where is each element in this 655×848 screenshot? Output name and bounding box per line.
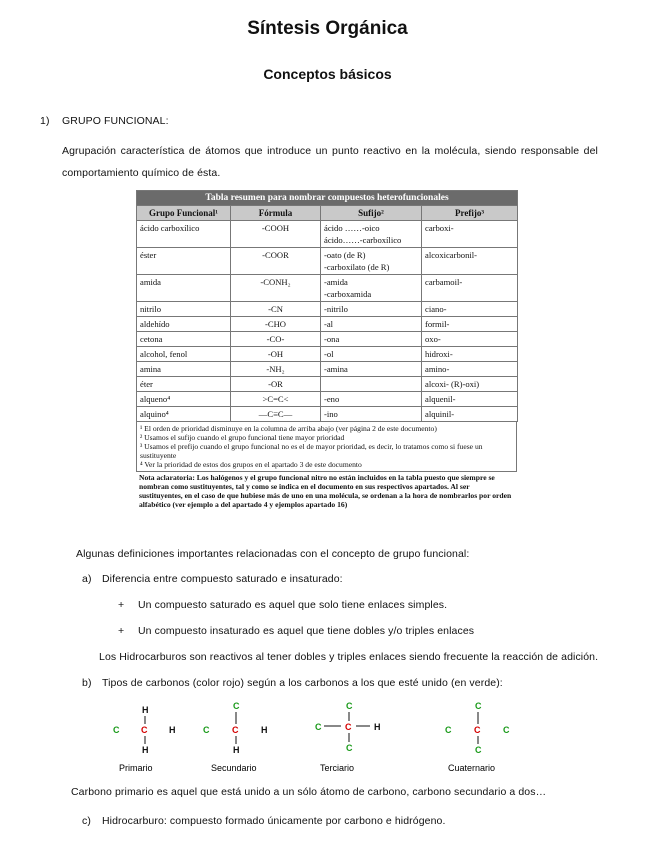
carbon-label-secondary: Secundario [211,763,257,773]
table-row [137,407,518,422]
cell-prefix: ciano- [422,302,518,317]
hydrocarbons-note: Los Hidrocarburos son reactivos al tener dobles y triples enlaces siendo frecuente la reacción de adición. [99,651,599,663]
carbon-label-quaternary: Cuaternario [448,763,496,773]
cell-suffix: -ino [321,407,422,422]
bullet-marker: + [118,599,125,611]
neighbor-carbon: C [475,745,482,755]
neighbor-carbon: C [346,701,353,711]
item-marker: b) [82,677,92,689]
hydrogen-atom: H [233,745,240,755]
bullet-text: Un compuesto saturado es aquel que solo tiene enlaces simples. [138,599,448,611]
hydrogen-atom: H [169,725,176,735]
section-number: 1) [40,115,50,127]
carbon-label-primary: Primario [119,763,153,773]
cell-suffix: -ol [321,347,422,362]
summary-table-figure [136,190,517,510]
cell-suffix: -eno [321,392,422,407]
footnote: ¹ El orden de prioridad disminuye en la columna de arriba abajo (ver página 2 de este documento) [140,424,437,433]
carbon-primary-definition: Carbono primario es aquel que está unido a un sólo átomo de carbono, carbono secundario a dos… [71,786,547,798]
table-row [137,347,518,362]
footnote: ⁴ Ver la prioridad de estos dos grupos en el apartado 3 de este documento [140,460,362,469]
center-carbon: C [474,725,481,735]
footnote: ³ Usamos el prefijo cuando el grupo funcional no es el de mayor prioridad, es decir, lo tratamos como si fuese un sustituyente [140,442,483,460]
item-a [82,573,343,585]
item-marker: a) [82,573,92,585]
cell-formula: -NH₂ [231,362,321,377]
carbon-label-tertiary: Terciario [320,763,355,773]
neighbor-carbon: C [203,725,210,735]
bullet-unsaturated [118,625,474,637]
cell-suffix: -ona [321,332,422,347]
cell-group: nitrilo [137,302,231,317]
table-row [137,275,518,302]
cell-group: alqueno⁴ [137,392,231,407]
cell-prefix: hidroxi- [422,347,518,362]
cell-formula: -CO- [231,332,321,347]
center-carbon: C [232,725,239,735]
summary-table [136,190,518,422]
cell-group: alquino⁴ [137,407,231,422]
cell-prefix: alcoxi- (R)-oxi) [422,377,518,392]
header-suffix: Sufijo² [321,206,422,221]
cell-group: ácido carboxílico [137,221,231,248]
table-row [137,317,518,332]
cell-prefix: amino- [422,362,518,377]
item-c [82,815,445,827]
neighbor-carbon: C [475,701,482,711]
table-row [137,377,518,392]
cell-prefix: alcoxicarbonil- [422,248,518,275]
cell-prefix: alquenil- [422,392,518,407]
item-marker: c) [82,815,91,827]
cell-formula: -CHO [231,317,321,332]
molecule-tertiary [315,701,381,773]
bullet-text: Un compuesto insaturado es aquel que tiene dobles y/o triples enlaces [138,625,475,637]
cell-group: alcohol, fenol [137,347,231,362]
cell-prefix: oxo- [422,332,518,347]
header-prefix: Prefijo³ [422,206,518,221]
header-group: Grupo Funcional¹ [137,206,231,221]
bullet-saturated [118,599,447,611]
section-heading: GRUPO FUNCIONAL: [62,115,169,127]
cell-group: cetona [137,332,231,347]
carbon-types-figure [105,698,525,774]
center-carbon: C [141,725,148,735]
cell-prefix: carbamoil- [422,275,518,302]
cell-formula: -COOH [231,221,321,248]
footnote: ² Usamos el sufijo cuando el grupo funcional tiene mayor prioridad [140,433,345,442]
cell-prefix: formil- [422,317,518,332]
hydrogen-atom: H [142,705,149,715]
molecule-primary [113,705,176,773]
neighbor-carbon: C [445,725,452,735]
cell-group: amida [137,275,231,302]
document-subtitle: Conceptos básicos [263,66,392,82]
center-carbon: C [345,722,352,732]
table-footnotes [136,422,517,472]
cell-formula: >C=C< [231,392,321,407]
cell-suffix: -amina [321,362,422,377]
neighbor-carbon: C [315,722,322,732]
definitions-intro: Algunas definiciones importantes relacionadas con el concepto de grupo funcional: [76,548,470,560]
item-a-text: Diferencia entre compuesto saturado e insaturado: [102,573,343,585]
functional-group-definition: Agrupación característica de átomos que introduce un punto reactivo en la molécula, siendo responsable del comportamiento químico de ésta. [62,145,598,179]
bullet-marker: + [118,625,125,637]
cell-suffix: -oato (de R) -carboxilato (de R) [321,248,422,275]
hydrogen-atom: H [261,725,268,735]
table-row [137,248,518,275]
cell-group: éster [137,248,231,275]
table-row [137,362,518,377]
table-row [137,392,518,407]
table-row [137,332,518,347]
cell-formula: -OR [231,377,321,392]
cell-prefix: carboxi- [422,221,518,248]
cell-group: éter [137,377,231,392]
cell-group: amina [137,362,231,377]
cell-suffix: -nitrilo [321,302,422,317]
table-row [137,302,518,317]
cell-suffix: -amida -carboxamida [321,275,422,302]
cell-formula: -COOR [231,248,321,275]
neighbor-carbon: C [346,743,353,753]
molecule-quaternary [445,701,510,773]
table-body [137,221,518,422]
header-formula: Fórmula [231,206,321,221]
cell-formula: —C≡C— [231,407,321,422]
cell-prefix: alquinil- [422,407,518,422]
cell-group: aldehído [137,317,231,332]
item-b [82,677,503,689]
table-row [137,221,518,248]
neighbor-carbon: C [113,725,120,735]
table-note: Nota aclaratoria: Los halógenos y el grupo funcional nitro no están incluidos en la tabla puesto que siempre se nombran como sustituyentes, tal y como se indica en el documento en sus respectivos apartados. Al ser sustituyentes, en el caso de que hubiese más de uno en una molécula, se ordenan a la hora de nombrarlos por orden alfabético (ver ejemplo a del apartado 4 y ejemplos apartado 16) [139,473,512,509]
table-caption: Tabla resumen para nombrar compuestos heterofuncionales [137,191,518,206]
cell-formula: -OH [231,347,321,362]
cell-suffix [321,377,422,392]
document-title: Síntesis Orgánica [247,18,408,39]
cell-formula: -CONH₂ [231,275,321,302]
neighbor-carbon: C [503,725,510,735]
item-b-text: Tipos de carbonos (color rojo) según a los carbonos a los que esté unido (en verde): [102,677,503,689]
hydrogen-atom: H [374,722,381,732]
cell-suffix: ácido ……-oico ácido……-carboxílico [321,221,422,248]
molecule-secondary [203,701,268,773]
cell-suffix: -al [321,317,422,332]
neighbor-carbon: C [233,701,240,711]
item-c-text: Hidrocarburo: compuesto formado únicamente por carbono e hidrógeno. [102,815,446,827]
hydrogen-atom: H [142,745,149,755]
cell-formula: -CN [231,302,321,317]
